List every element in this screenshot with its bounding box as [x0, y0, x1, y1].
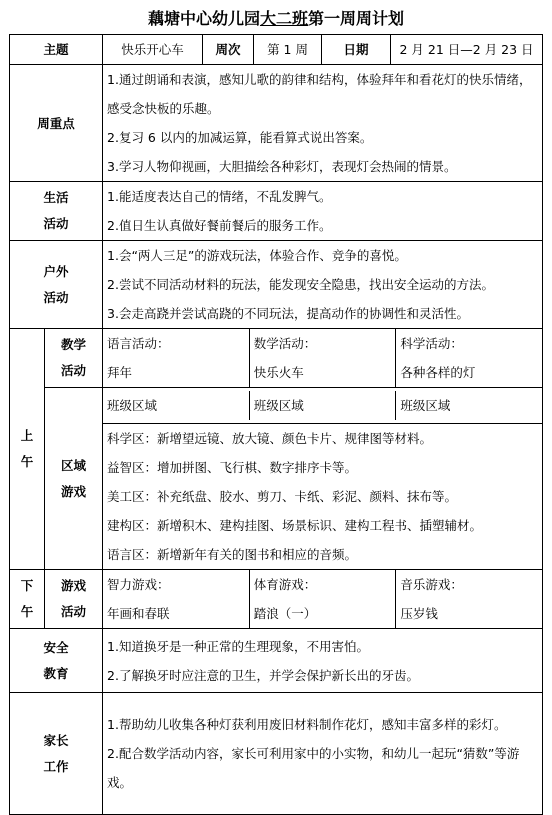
- parent-row: [10, 693, 543, 815]
- title-school: 藕塘中心幼儿园: [147, 9, 260, 28]
- area-label: 区域 游戏: [45, 388, 103, 570]
- class-area-cell: 班级区域: [400, 398, 451, 413]
- parent-label: 家长 工作: [10, 693, 103, 815]
- week-focus-row: [10, 65, 543, 182]
- parent-content: [103, 693, 543, 815]
- theme-label: 主题: [10, 35, 103, 65]
- header-row: [10, 35, 543, 65]
- area-content: [103, 424, 543, 570]
- life-row: [10, 182, 543, 241]
- week-focus-item: 1.通过朗诵和表演，感知儿歌的韵律和结构，体验拜年和看花灯的快乐情绪，感受念快板的乐趣。: [107, 72, 532, 116]
- week-focus-item: 3.学习人物仰视画，大胆描绘各种彩灯，表现灯会热闹的情景。: [107, 159, 457, 174]
- week-focus-item: 2.复习 6 以内的加减运算，能看算式说出答案。: [107, 130, 373, 145]
- life-item: 1.能适度表达自己的情绪，不乱发脾气。: [107, 189, 332, 204]
- teaching-content: [103, 329, 543, 388]
- area-class-cells: [103, 388, 543, 424]
- area-item: 语言区：新增新年有关的图书和相应的音频。: [107, 547, 358, 562]
- outdoor-item: 2.尝试不同活动材料的玩法，能发现安全隐患，找出安全运动的方法。: [107, 277, 494, 292]
- parent-item: 2.配合数学活动内容，家长可利用家中的小实物，和幼儿一起玩“猜数”等游戏。: [107, 746, 520, 790]
- safety-label: 安全 教育: [10, 629, 103, 693]
- area-item: 美工区：补充纸盘、胶水、剪刀、卡纸、彩泥、颜料、抹布等。: [107, 489, 458, 504]
- math-activity: 数学活动： 快乐火车: [250, 329, 397, 387]
- class-area-cell: 班级区域: [103, 391, 250, 420]
- teaching-row: [10, 329, 543, 388]
- week-label: 周次: [203, 35, 254, 65]
- morning-label: 上 午: [10, 329, 45, 570]
- area-item: 益智区：增加拼图、飞行棋、数字排序卡等。: [107, 460, 358, 475]
- science-activity: 科学活动： 各种各样的灯: [400, 336, 476, 380]
- safety-item: 2.了解换牙时应注意的卫生，并学会保护新长出的牙齿。: [107, 667, 419, 683]
- date-label: 日期: [322, 35, 391, 65]
- title-class: 大二班: [259, 9, 308, 28]
- area-item: 科学区：新增望远镜、放大镜、颜色卡片、规律图等材料。: [107, 431, 433, 446]
- parent-item: 1.帮助幼儿收集各种灯获利用废旧材料制作花灯，感知丰富多样的彩灯。: [107, 717, 507, 732]
- safety-content: [103, 629, 543, 693]
- title-week: 第一周周计划: [308, 9, 405, 28]
- games-label: 游戏 活动: [45, 570, 103, 629]
- week-focus-content: [103, 65, 543, 182]
- area-item: 建构区：新增积木、建构挂图、场景标识、建构工程书、插塑辅材。: [107, 518, 483, 533]
- outdoor-item: 1.会“两人三足”的游戏玩法，体验合作、竞争的喜悦。: [107, 248, 407, 263]
- class-area-cell: 班级区域: [250, 391, 397, 420]
- life-item: 2.值日生认真做好餐前餐后的服务工作。: [107, 218, 332, 233]
- outdoor-label: 户外 活动: [10, 241, 103, 329]
- afternoon-row: [10, 570, 543, 629]
- week-value: 第 1 周: [254, 35, 322, 65]
- music-game: 音乐游戏： 压岁钱: [400, 577, 463, 621]
- language-activity: 语言活动： 拜年: [103, 329, 250, 387]
- safety-item: 1.知道换牙是一种正常的生理现象，不用害怕。: [107, 638, 369, 654]
- intellect-game: 智力游戏： 年画和春联: [103, 570, 250, 628]
- life-content: [103, 182, 543, 241]
- week-focus-label: 周重点: [10, 65, 103, 182]
- page-title: [0, 6, 552, 29]
- teaching-label: 教学 活动: [45, 329, 103, 388]
- games-content: [103, 570, 543, 629]
- sports-game: 体育游戏： 踏浪（一）: [250, 570, 397, 628]
- outdoor-content: [103, 241, 543, 329]
- plan-table: [9, 34, 543, 815]
- theme-value: 快乐开心车: [103, 35, 203, 65]
- safety-row: [10, 629, 543, 693]
- outdoor-row: [10, 241, 543, 329]
- area-class-row: [10, 388, 543, 424]
- afternoon-label: 下 午: [10, 570, 45, 629]
- date-value: 2 月 21 日—2 月 23 日: [391, 35, 543, 65]
- life-label: 生活 活动: [10, 182, 103, 241]
- outdoor-item: 3.会走高跷并尝试高跷的不同玩法，提高动作的协调性和灵活性。: [107, 306, 469, 321]
